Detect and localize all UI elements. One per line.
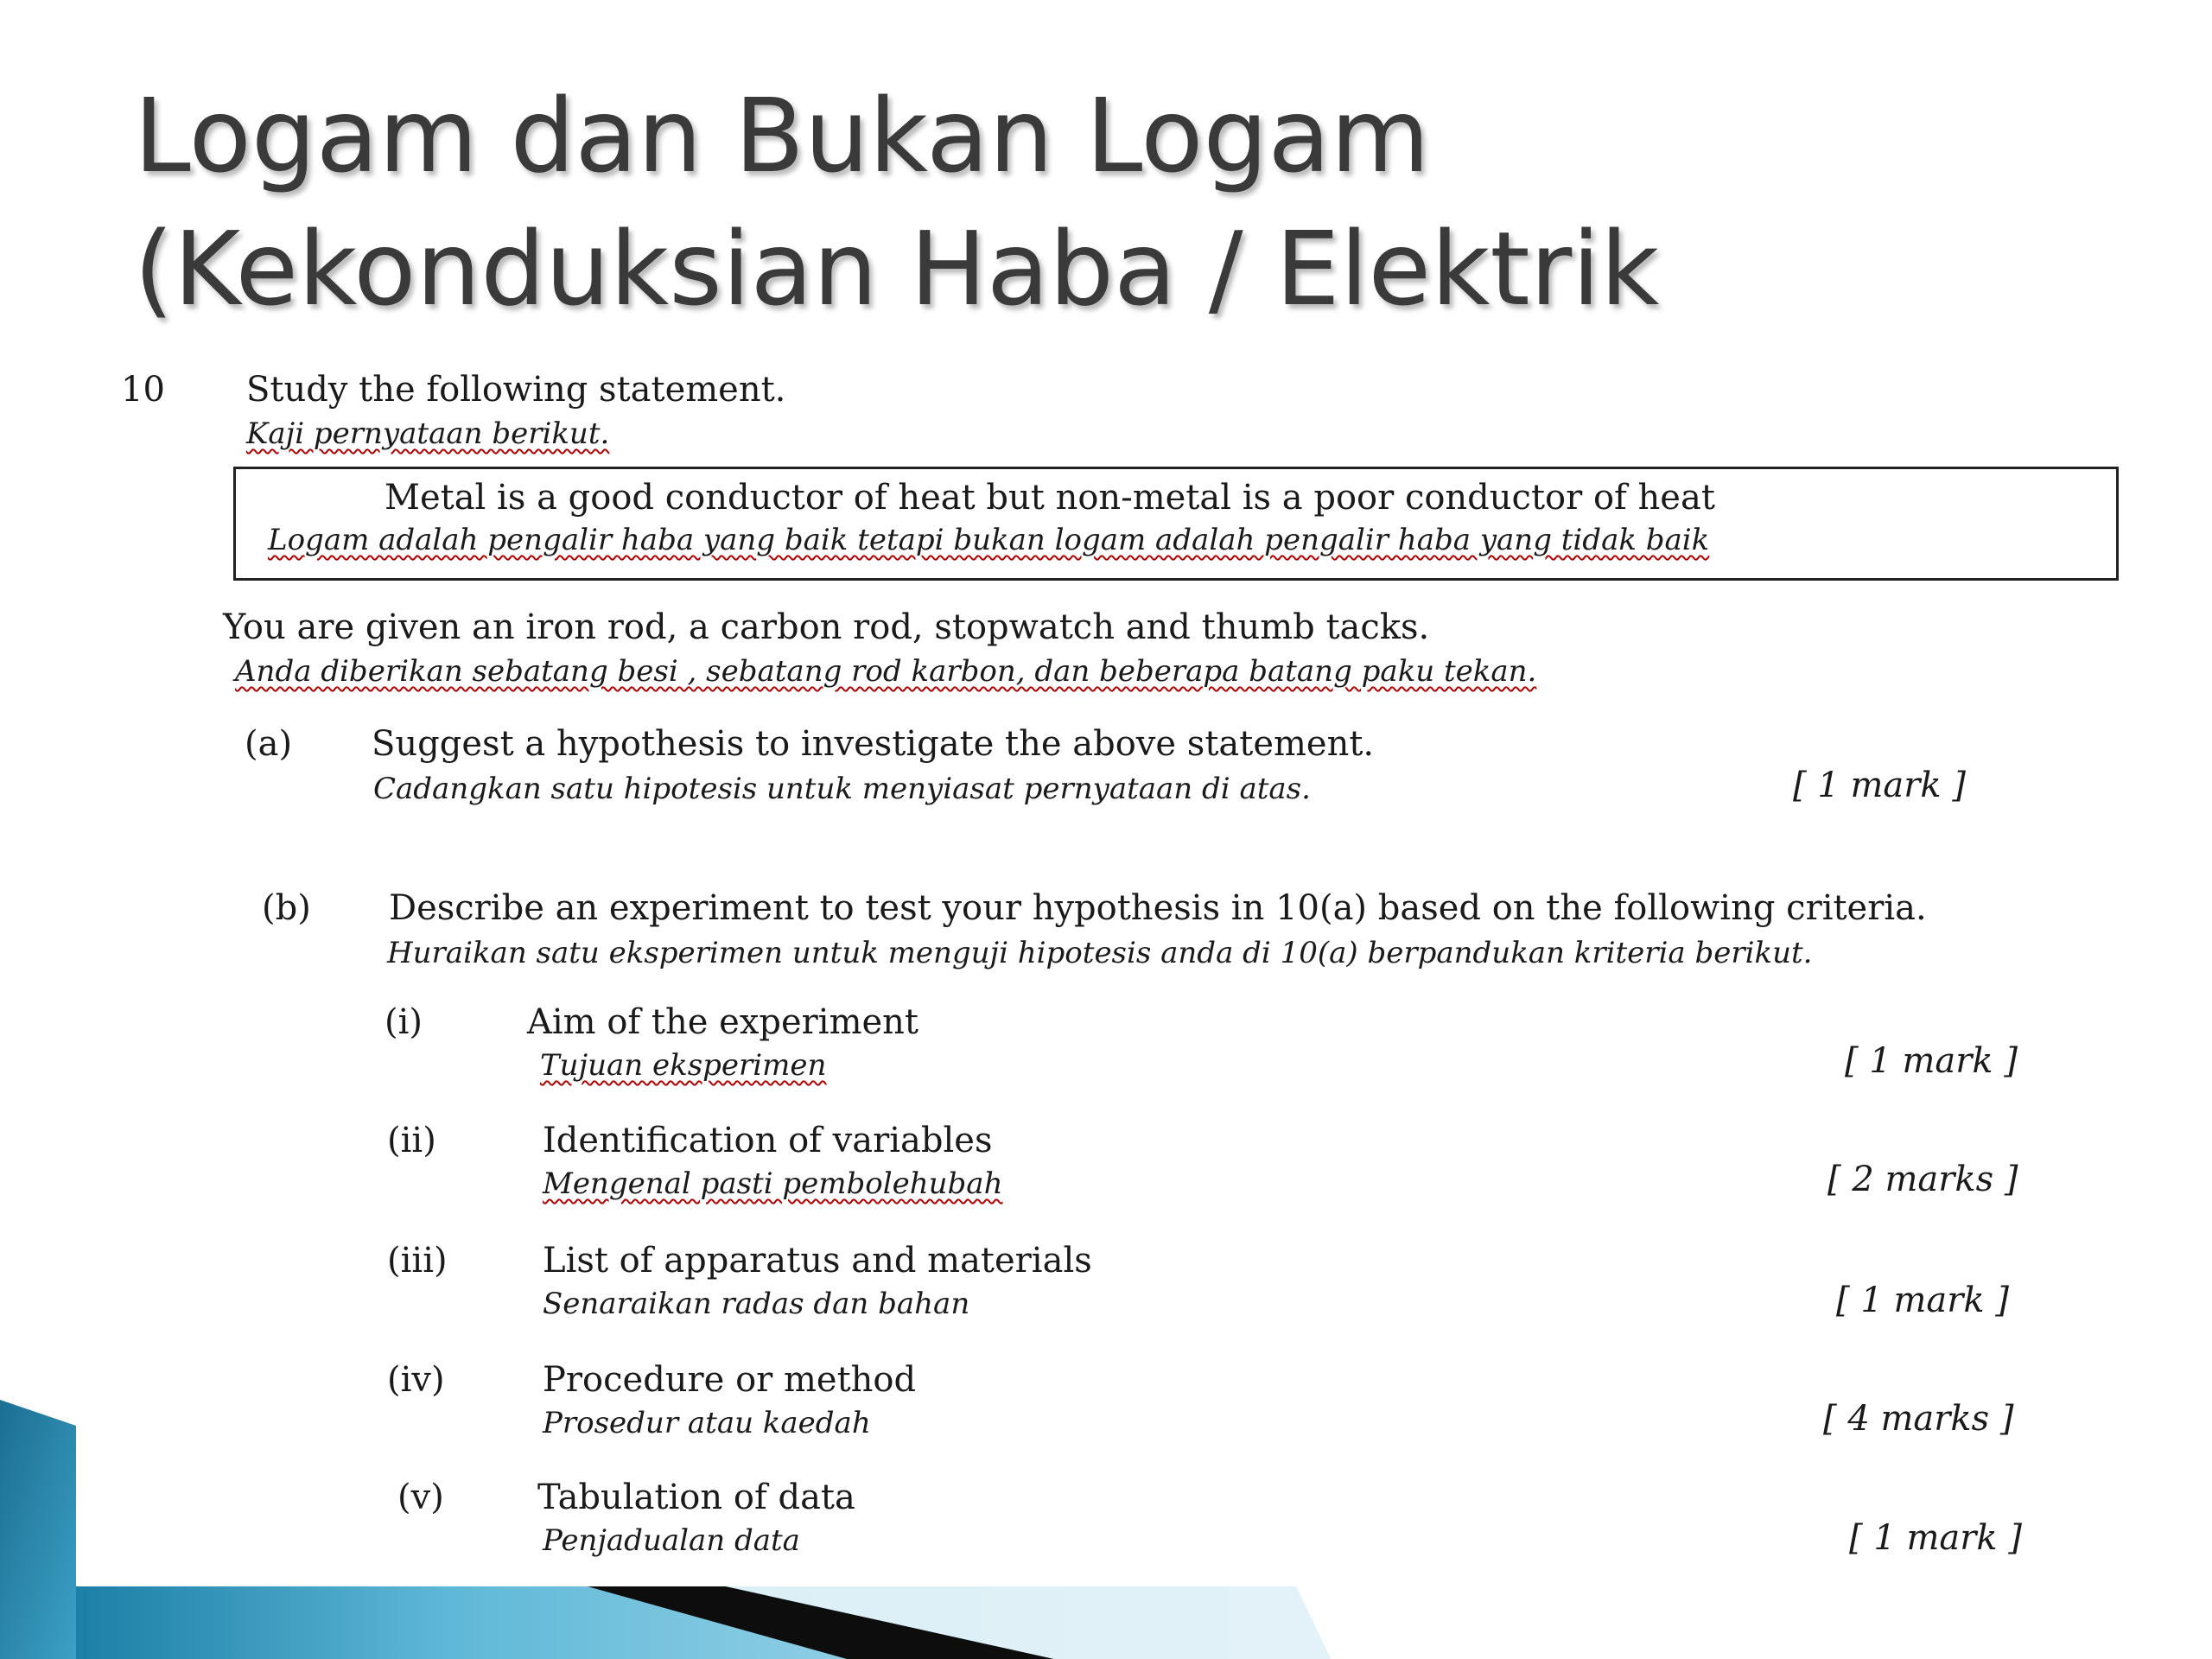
sub-item-marks: [ 1 mark ]	[1849, 1518, 2022, 1558]
sub-item-label: (iii)	[387, 1241, 448, 1281]
part-a-label: (a)	[245, 724, 293, 764]
sub-item-label: (v)	[397, 1478, 444, 1517]
given-en: You are given an iron rod, a carbon rod, stopwatch and thumb tacks.	[223, 607, 1430, 647]
sub-item-text-en: Aim of the experiment	[527, 1002, 919, 1042]
part-b-text-ms: Huraikan satu eksperimen untuk menguji hipotesis anda di 10(a) berpandukan kriteria berikut.	[387, 936, 1813, 970]
part-b-label: (b)	[262, 888, 311, 928]
instruction-ms: Kaji pernyataan berikut.	[246, 416, 610, 451]
part-a-text-ms: Cadangkan satu hipotesis untuk menyiasat pernyataan di atas.	[373, 772, 1311, 806]
corner-light-stripe	[726, 1586, 1331, 1659]
sub-item-text-ms: Penjadualan data	[543, 1523, 800, 1558]
sub-item-marks: [ 1 mark ]	[1836, 1281, 2009, 1320]
sub-item-text-ms: Mengenal pasti pembolehubah	[543, 1166, 1003, 1201]
question-number: 10	[121, 370, 165, 410]
title-line-2: (Kekonduksian Haba / Elektrik	[134, 209, 1660, 328]
sub-item-text-ms: Senaraikan radas dan bahan	[543, 1287, 970, 1321]
sub-item-marks: [ 4 marks ]	[1823, 1399, 2014, 1439]
title-line-1: Logam dan Bukan Logam	[134, 76, 1430, 195]
part-b-text-en: Describe an experiment to test your hypothesis in 10(a) based on the following criteria.	[389, 888, 1927, 928]
corner-bottom-band	[76, 1586, 1331, 1659]
statement-ms: Logam adalah pengalir haba yang baik tetapi bukan logam adalah pengalir haba yang tidak baik	[268, 523, 1710, 557]
sub-item-marks: [ 2 marks ]	[1827, 1160, 2018, 1199]
corner-dark-stripe	[588, 1586, 1054, 1659]
sub-item-text-en: Identification of variables	[543, 1121, 993, 1160]
corner-side-band	[0, 1400, 76, 1659]
sub-item-label: (ii)	[387, 1121, 436, 1160]
sub-item-text-en: List of apparatus and materials	[543, 1241, 1092, 1281]
slide-title	[134, 69, 2121, 335]
sub-item-text-ms: Prosedur atau kaedah	[543, 1406, 871, 1440]
sub-item-label: (iv)	[387, 1360, 445, 1400]
sub-item-text-en: Tabulation of data	[537, 1478, 855, 1517]
sub-item-text-ms: Tujuan eksperimen	[540, 1048, 827, 1083]
instruction-en: Study the following statement.	[246, 370, 786, 410]
sub-item-marks: [ 1 mark ]	[1845, 1041, 2018, 1081]
part-a-marks: [ 1 mark ]	[1793, 766, 1966, 805]
given-ms: Anda diberikan sebatang besi , sebatang rod karbon, dan beberapa batang paku tekan.	[235, 654, 1537, 689]
part-a-text-en: Suggest a hypothesis to investigate the above statement.	[372, 724, 1375, 764]
statement-en: Metal is a good conductor of heat but non-metal is a poor conductor of heat	[385, 478, 1715, 518]
sub-item-text-en: Procedure or method	[543, 1360, 917, 1400]
sub-item-label: (i)	[385, 1002, 423, 1042]
